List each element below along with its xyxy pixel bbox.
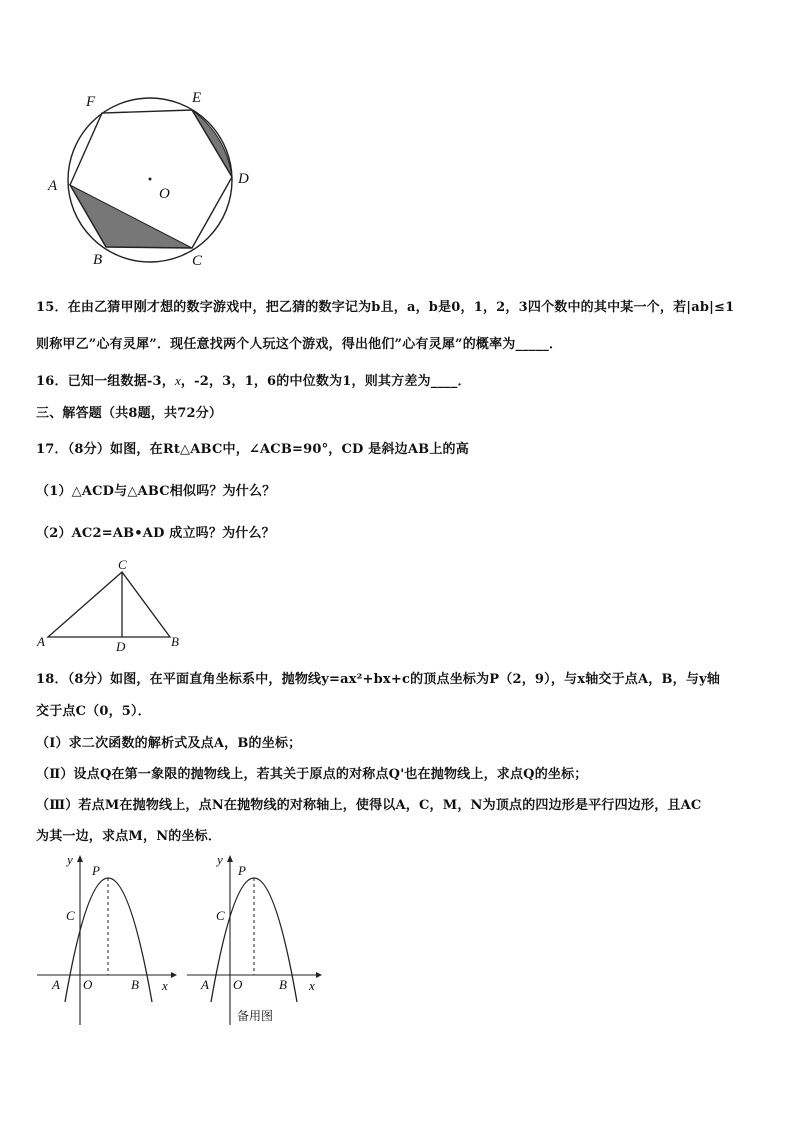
parabola-graph-1 — [35, 850, 175, 1030]
q17-stem: 17．（8分）如图，在Rt△ABC中，∠ACB=90°，CD 是斜边AB上的高 — [36, 442, 469, 457]
g2-label-o: O — [233, 977, 243, 992]
label-b: B — [93, 252, 103, 268]
g2-label-x: x — [309, 978, 315, 993]
section-heading: 三、解答题（共8题，共72分） — [36, 406, 223, 421]
q18-stem2: 交于点C（0，5）． — [36, 704, 151, 719]
triangle-abc — [48, 572, 170, 637]
tri-label-a: A — [37, 634, 45, 649]
label-c: C — [192, 253, 203, 269]
g1-label-y: y — [67, 852, 73, 867]
center-dot — [149, 178, 152, 181]
q15-line1: 15．在由乙猜甲刚才想的数字游戏中，把乙猜的数字记为b且，a，b是0，1，2，3四个数中的其中某一个，若|ab|≤1 — [36, 300, 735, 315]
y-axis-arrow — [227, 855, 233, 862]
g2-label-b: B — [279, 977, 287, 992]
x-axis-arrow — [316, 972, 322, 978]
g2-label-a: A — [201, 977, 209, 992]
g2-label-c: C — [216, 908, 225, 923]
spare-graph-caption: 备用图 — [237, 1009, 274, 1023]
parabola-graph-2 — [185, 850, 330, 1030]
triangle-diagram — [34, 557, 194, 652]
g2-label-y: y — [217, 852, 223, 867]
q15-line2: 则称甲乙”心有灵犀”．现任意找两个人玩这个游戏，得出他们”心有灵犀”的概率为_____． — [36, 337, 563, 352]
q18-part2: （Ⅱ）设点Q在第一象限的抛物线上，若其关于原点的对称点Q'也在抛物线上，求点Q的坐标； — [36, 767, 588, 782]
parabola-2-svg — [185, 850, 325, 1030]
q18-part3b: 为其一边，求点M，N的坐标． — [36, 829, 222, 844]
hexagon-circle-diagram — [40, 85, 270, 275]
g2-label-p: P — [238, 863, 246, 878]
q16-text — [36, 370, 471, 389]
label-o: O — [159, 186, 170, 202]
parabola-1-svg — [35, 850, 175, 1030]
q16-var-x: x — [174, 373, 181, 388]
q17-part2: （2）AC2=AB•AD 成立吗？为什么？ — [36, 526, 275, 541]
label-e: E — [192, 90, 202, 106]
q16-text-b: ，-2，3，1，6的中位数为1，则其方差为____． — [180, 374, 471, 389]
q16-text-a: 16．已知一组数据-3， — [36, 374, 175, 389]
y-axis-arrow — [77, 855, 83, 862]
g1-label-c: C — [66, 908, 75, 923]
g1-label-a: A — [52, 977, 60, 992]
g1-label-x: x — [162, 978, 168, 993]
label-f: F — [86, 94, 96, 110]
tri-label-c: C — [118, 557, 127, 572]
label-a: A — [48, 178, 58, 194]
tri-label-b: B — [171, 634, 179, 649]
q18-part3a: （Ⅲ）若点M在抛物线上，点N在抛物线的对称轴上，使得以A，C，M，N为顶点的四边形是平行四边形，且AC — [36, 798, 702, 813]
q17-part1: （1）△ACD与△ABC相似吗？为什么？ — [36, 484, 276, 499]
figure-right-triangle — [34, 557, 194, 652]
x-axis-arrow — [171, 972, 177, 978]
q18-part1: （Ⅰ）求二次函数的解析式及点A，B的坐标； — [36, 736, 302, 751]
g1-label-b: B — [131, 977, 139, 992]
g1-label-p: P — [92, 863, 100, 878]
g1-label-o: O — [83, 977, 93, 992]
q18-stem1: 18．（8分）如图，在平面直角坐标系中，抛物线y=ax²+bx+c的顶点坐标为P（2，9），与x轴交于点A，B，与y轴 — [36, 672, 721, 687]
label-d: D — [238, 171, 249, 187]
figure-hexagon-circle — [40, 85, 270, 275]
tri-label-d: D — [116, 639, 126, 654]
